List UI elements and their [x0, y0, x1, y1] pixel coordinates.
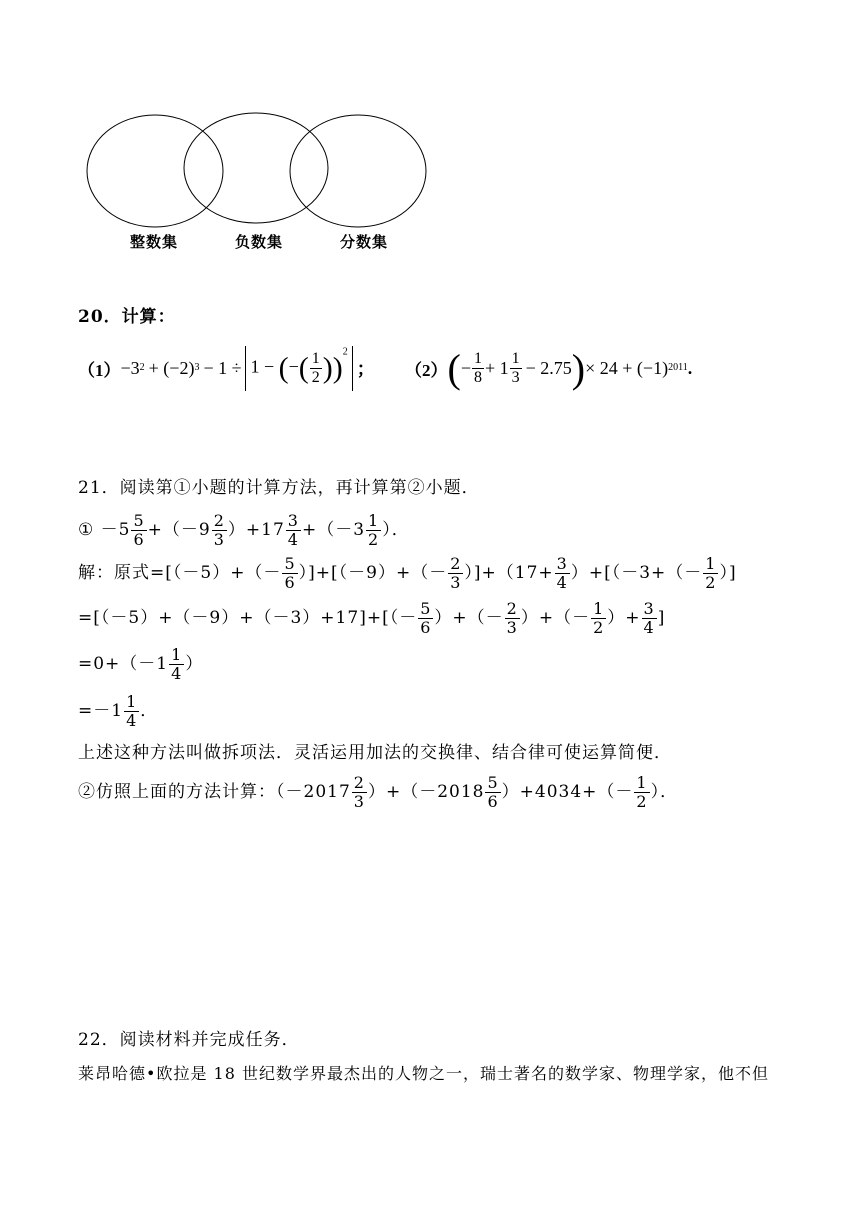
q21-item1-frac1-den: 6: [133, 529, 145, 549]
q21-item2-frac2-num: 5: [487, 772, 499, 792]
q21-item1-s4: ）．: [382, 520, 410, 540]
q21-sol4-frac1: [124, 693, 139, 730]
q20-p2-f2-den: 3: [511, 368, 520, 386]
q21-item2: [78, 770, 678, 814]
q21-sol4-s1: ．: [140, 701, 159, 721]
q21-sol2-frac4-num: 3: [643, 598, 655, 618]
q21-sol1-frac2: [448, 555, 463, 592]
q21-sol3-frac1-den: 4: [171, 663, 183, 683]
q21-sol2-frac4-den: 4: [643, 617, 655, 637]
q22-title: 22．阅读材料并完成任务．: [78, 1030, 300, 1050]
q21-sol4-frac1-den: 4: [126, 710, 138, 730]
q21-item1-frac2: [212, 512, 227, 549]
q20-p1-term-c: − 1 ÷: [203, 357, 242, 378]
q21-item1-frac3: [286, 512, 301, 549]
q20-p2-fraction-1: [472, 350, 484, 387]
q20-p2-f2-num: 1: [511, 349, 520, 367]
q21-sol1-frac3: [555, 555, 570, 592]
q21-item2-frac1-num: 2: [353, 772, 365, 792]
q21-sol2-frac1-num: 5: [420, 598, 432, 618]
q21-item2-frac1-den: 3: [353, 791, 365, 811]
q21-item1-s3: +（－3: [301, 520, 366, 540]
q20-part2-label: （2）: [405, 360, 448, 380]
q20-p2-term-b: + 1: [484, 357, 509, 378]
q20-p1-term-d: 1 −: [250, 356, 275, 377]
q21-sol1-s4: ）]: [719, 563, 737, 583]
q21-item1-s1: +（－9: [147, 520, 211, 540]
q21-item2-pre: ②仿照上面的方法计算：（－2017: [78, 782, 351, 802]
q20-p1-fraction: [310, 350, 322, 387]
venn-label-fraction: 分数集: [340, 233, 389, 251]
q20-part1-label: （1）: [78, 360, 121, 380]
q21-sol2-s4: ]: [657, 608, 666, 628]
q21-sol1-frac4-den: 2: [705, 572, 717, 592]
q21-sol2-frac3-num: 1: [593, 598, 605, 618]
q21-sol1-s2: ）]+（17+: [464, 563, 554, 583]
q21-sol1-frac1-num: 5: [284, 553, 296, 573]
q20-p2-fraction-2: [510, 350, 522, 387]
q21-sol2-s3: ）+: [607, 608, 641, 628]
q21-item1-frac2-den: 3: [213, 529, 225, 549]
q21-sol2-pre: =[（－5）+（－9）+（－3）+17]+[（－: [78, 608, 418, 628]
q21-solution-line2: [78, 598, 665, 638]
q21-item2-s2: ）+4034+（－: [501, 782, 634, 802]
q21-title: 21．阅读第①小题的计算方法，再计算第②小题．: [78, 478, 480, 498]
q20-title: 20．计算：: [78, 307, 176, 327]
q21-sol1-frac2-num: 2: [450, 553, 462, 573]
q20-part2: （2） ( − $\frac{1}{8}$ + 1 $\frac{1}{3}$ − 2.75 ) × 24 + (−1) 2011 .: [405, 345, 693, 391]
q21-sol1-frac3-num: 3: [556, 553, 568, 573]
q21-sol2-frac2-den: 3: [506, 617, 518, 637]
q21-item1-frac4: [366, 512, 381, 549]
q21-item1-frac3-den: 4: [287, 529, 299, 549]
q21-item1-frac1: [131, 512, 146, 549]
venn-label-integer: 整数集: [130, 233, 179, 251]
q21-sol1-frac2-den: 3: [450, 572, 462, 592]
q21-item1-frac4-num: 1: [368, 510, 380, 530]
q21-sol2-frac3: [591, 600, 606, 637]
q20-p2-f1-den: 8: [473, 368, 482, 386]
q21-sol3-s1: ）: [185, 654, 204, 674]
q21-sol2-frac2: [505, 600, 520, 637]
q21-item1-frac4-den: 2: [368, 529, 380, 549]
q20-part1: （1） −3 2 + (−2) 3 − 1 ÷ 1 − (−( $\frac{1}{2}$ ))$^2$ ；: [78, 340, 375, 396]
q21-item1-s2: ）+17: [227, 520, 285, 540]
q21-sol2-frac3-den: 2: [593, 617, 605, 637]
q20-p2-term-c: − 2.75: [525, 357, 572, 378]
q20-p2-neg: −: [460, 357, 471, 378]
q21-solution-line4: [78, 691, 158, 731]
q21-item2-s3: ）．: [650, 782, 679, 802]
q20-p1-frac-den: 2: [311, 368, 320, 386]
q21-item2-frac3-num: 1: [636, 772, 648, 792]
q21-sol2-frac2-num: 2: [506, 598, 518, 618]
q21-item1-frac3-num: 3: [287, 510, 299, 530]
q21-sol1-frac1: [282, 555, 297, 592]
q20-p1-neg: −: [288, 356, 299, 377]
q21-sol1-frac4: [703, 555, 718, 592]
q21-item1-frac1-num: 5: [133, 510, 145, 530]
q20-p2-f1-num: 1: [473, 349, 482, 367]
q21-item2-frac2: [485, 774, 500, 811]
q21-sol2-s1: ）+（－: [434, 608, 504, 628]
q21-item2-frac3-den: 2: [636, 791, 648, 811]
q21-sol1-pre: 解：原式=[（－5）+（－: [78, 563, 282, 583]
q21-sol2-frac1: [418, 600, 433, 637]
q20-p1-term-b: + (−2): [148, 357, 195, 378]
q20-p1-term-a: −3: [120, 357, 140, 378]
q21-sol1-s3: ）+[（－3+（－: [570, 563, 703, 583]
q21-item1-pre: ① －5: [78, 520, 131, 540]
q20-p1-end: ；: [356, 359, 375, 379]
q21-item2-frac1: [352, 774, 367, 811]
q21-sol2-frac1-den: 6: [420, 617, 432, 637]
q20-p1-absolute-value: 1 − (−( $\frac{1}{2}$ ))$^2$: [245, 346, 352, 391]
q21-sol2-s2: ）+（－: [520, 608, 591, 628]
q21-item1-frac2-num: 2: [213, 510, 225, 530]
q21-sol1-frac4-num: 1: [705, 553, 717, 573]
negative-set-ellipse: [184, 113, 328, 223]
q21-solution-line1: [78, 553, 737, 593]
q22-text: 莱昂哈德•欧拉是 18 世纪数学界最杰出的人物之一，瑞士著名的数学家、物理学家，他不但: [78, 1064, 769, 1083]
q21-sol3-frac1: [169, 646, 184, 683]
venn-label-negative: 负数集: [235, 233, 284, 251]
q21-item2-frac3: [634, 774, 649, 811]
integer-set-ellipse: [87, 115, 223, 227]
q21-item2-s1: ）+（－2018: [367, 782, 485, 802]
q21-solution-line3: [78, 644, 203, 684]
q21-sol1-s1: ）]+[（－9）+（－: [298, 563, 448, 583]
q21-sol2-frac4: [642, 600, 657, 637]
q20-p1-exp-inner: 2: [342, 346, 348, 358]
q21-sol3-pre: =0+（－1: [78, 654, 169, 674]
q21-sol1-frac1-den: 6: [284, 572, 296, 592]
q20-p1-frac-num: 1: [311, 349, 320, 367]
q21-note: 上述这种方法叫做拆项法．灵活运用加法的交换律、结合律可使运算简便．: [78, 743, 672, 763]
q20-p2-end: .: [687, 357, 693, 378]
q21-sol1-frac3-den: 4: [556, 572, 568, 592]
q21-sol4-pre: =－1: [78, 701, 124, 721]
q20-p2-term-d: × 24 + (−1): [585, 357, 669, 378]
q21-sol4-frac1-num: 1: [126, 691, 138, 711]
q21-item2-frac2-den: 6: [487, 791, 499, 811]
q21-item1: [78, 510, 410, 550]
q21-sol3-frac1-num: 1: [171, 644, 183, 664]
